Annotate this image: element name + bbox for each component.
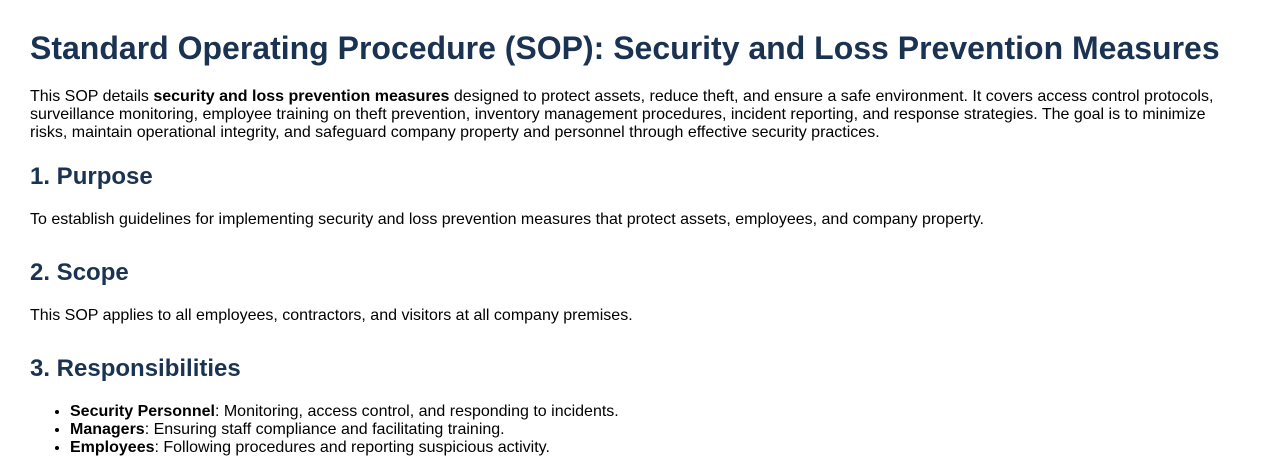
role-label: Employees <box>70 439 155 456</box>
role-description: : Ensuring staff compliance and facilitating training. <box>144 421 505 438</box>
role-label: Security Personnel <box>70 403 215 420</box>
intro-prefix: This SOP details <box>30 88 154 105</box>
section-text-scope: This SOP applies to all employees, contractors, and visitors at all company premises. <box>30 307 633 324</box>
responsibilities-list <box>30 403 1233 457</box>
section-heading-purpose: 1. Purpose <box>30 163 153 190</box>
list-item-employees <box>70 439 1233 457</box>
section-text-purpose: To establish guidelines for implementing security and loss prevention measures that protect assets, employees, and company property. <box>30 211 984 228</box>
intro-suffix: designed to protect assets, reduce theft, and ensure a safe environment. It covers access control protocols, surveillance monitoring, employee training on theft prevention, inventory management procedures, incident reporting, and response strategies. The goal is to minimize risks, maintain operational integrity, and safeguard company property and personnel through effective security practices. <box>30 88 1214 141</box>
list-item-security-personnel <box>70 403 1233 421</box>
section-heading-responsibilities: 3. Responsibilities <box>30 355 241 382</box>
list-item-managers <box>70 421 1233 439</box>
role-label: Managers <box>70 421 145 438</box>
section-heading-scope: 2. Scope <box>30 259 129 286</box>
page-title: Standard Operating Procedure (SOP): Security and Loss Prevention Measures <box>30 30 1220 66</box>
intro-bold: security and loss prevention measures <box>153 88 450 105</box>
role-description: : Monitoring, access control, and responding to incidents. <box>214 403 619 420</box>
intro-paragraph <box>30 88 1233 142</box>
role-description: : Following procedures and reporting suspicious activity. <box>154 439 550 456</box>
